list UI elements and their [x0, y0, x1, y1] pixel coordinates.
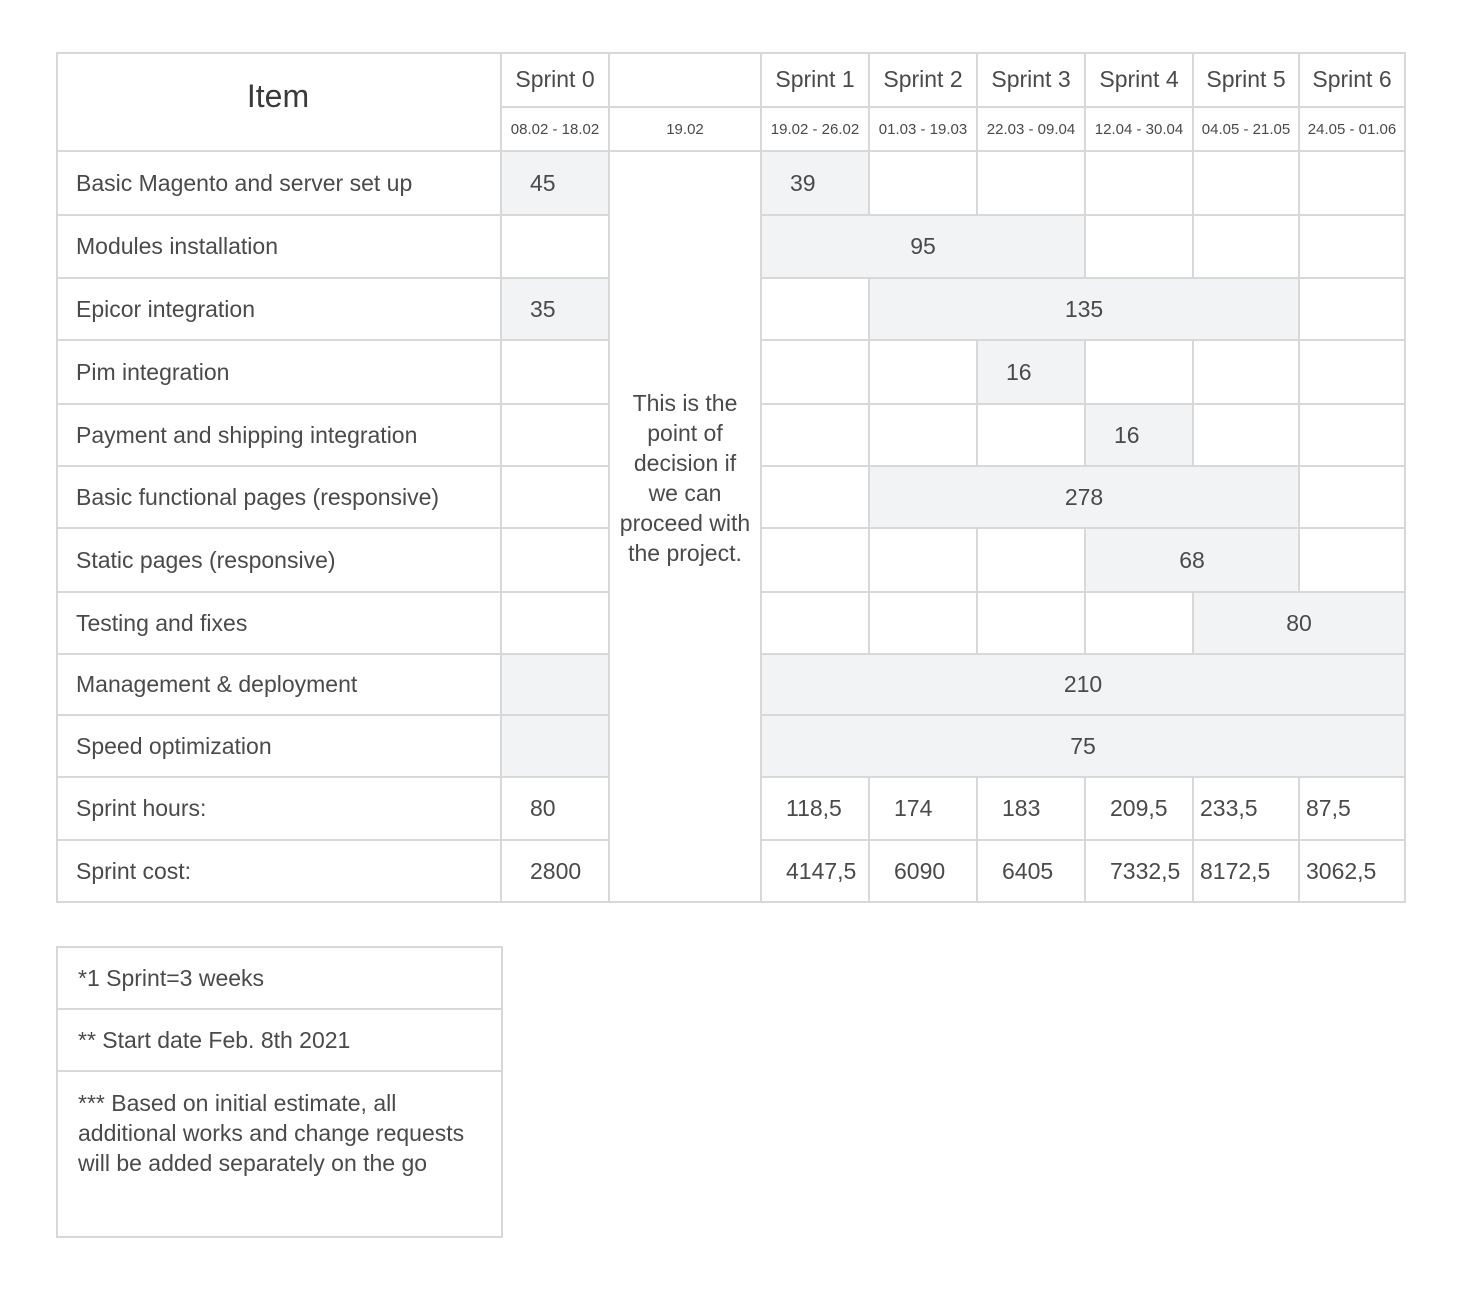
sprint-cell-empty — [1300, 529, 1406, 593]
sprint-cell-empty — [1194, 152, 1300, 216]
row-label: Management & deployment — [56, 655, 502, 716]
column-header-date: 24.05 - 01.06 — [1300, 108, 1406, 152]
sprint-cell-empty — [762, 467, 870, 529]
column-header-name: Sprint 4 — [1086, 52, 1194, 108]
row-label: Payment and shipping integration — [56, 405, 502, 467]
sprint0-cell — [502, 716, 610, 778]
total-value: 6090 — [870, 841, 978, 903]
total-value: 3062,5 — [1300, 841, 1406, 903]
sprint-cell-empty — [1086, 593, 1194, 655]
sprint0-cell: 45 — [502, 152, 610, 216]
total-value: 174 — [870, 778, 978, 841]
sprint0-cell — [502, 529, 610, 593]
sprint-cell-empty — [762, 593, 870, 655]
effort-bar: 16 — [978, 341, 1086, 405]
sprint-cell-empty — [1300, 279, 1406, 341]
decision-note: This is the point of decision if we can proceed with the project. — [610, 152, 762, 903]
note-sprint-length: *1 Sprint=3 weeks — [58, 948, 503, 1010]
sprint-cell-empty — [870, 152, 978, 216]
column-header-name: Sprint 2 — [870, 52, 978, 108]
sprint-cell-empty — [870, 341, 978, 405]
total-value: 4147,5 — [762, 841, 870, 903]
column-header-name: Sprint 1 — [762, 52, 870, 108]
column-header-name — [610, 52, 762, 108]
column-header-date: 04.05 - 21.05 — [1194, 108, 1300, 152]
row-label: Modules installation — [56, 216, 502, 279]
sprint-cell-empty — [762, 529, 870, 593]
row-label: Testing and fixes — [56, 593, 502, 655]
sprint-cell-empty — [762, 279, 870, 341]
notes-table — [56, 946, 503, 1238]
sprint-cell-empty — [978, 405, 1086, 467]
sprint0-cell — [502, 405, 610, 467]
sprint-cell-empty — [1300, 152, 1406, 216]
total-value: 8172,5 — [1194, 841, 1300, 903]
effort-bar: 75 — [762, 716, 1406, 778]
sprint-cell-empty — [762, 405, 870, 467]
column-header-date: 22.03 - 09.04 — [978, 108, 1086, 152]
sprint-cell-empty — [978, 152, 1086, 216]
total-value: 87,5 — [1300, 778, 1406, 841]
sprint-cell-empty — [1086, 341, 1194, 405]
effort-bar: 278 — [870, 467, 1300, 529]
row-label: Pim integration — [56, 341, 502, 405]
column-header-name: Sprint 0 — [502, 52, 610, 108]
sprint-cell-empty — [1300, 405, 1406, 467]
sprint-cell-empty — [1300, 341, 1406, 405]
sprint0-cell — [502, 341, 610, 405]
sprint-plan-table — [56, 52, 1406, 902]
total-label: Sprint hours: — [56, 778, 502, 841]
total-value: 233,5 — [1194, 778, 1300, 841]
effort-bar: 210 — [762, 655, 1406, 716]
sprint-cell-empty — [978, 593, 1086, 655]
effort-bar: 80 — [1194, 593, 1406, 655]
sprint-cell-empty — [1300, 216, 1406, 279]
column-header-name: Sprint 6 — [1300, 52, 1406, 108]
effort-bar: 16 — [1086, 405, 1194, 467]
column-header-date: 19.02 — [610, 108, 762, 152]
effort-bar: 68 — [1086, 529, 1300, 593]
column-header-name: Sprint 5 — [1194, 52, 1300, 108]
total-sprint0: 2800 — [502, 841, 610, 903]
sprint0-cell: 35 — [502, 279, 610, 341]
sprint-cell-empty — [870, 405, 978, 467]
note-start-date: ** Start date Feb. 8th 2021 — [58, 1010, 503, 1072]
sprint-cell-empty — [1194, 341, 1300, 405]
column-header-name: Sprint 3 — [978, 52, 1086, 108]
item-header: Item — [56, 52, 502, 152]
column-header-date: 01.03 - 19.03 — [870, 108, 978, 152]
effort-bar: 95 — [762, 216, 1086, 279]
sprint-cell-empty — [762, 341, 870, 405]
row-label: Basic Magento and server set up — [56, 152, 502, 216]
sprint-cell-empty — [1194, 405, 1300, 467]
note-estimate-basis: *** Based on initial estimate, all additional works and change requests will be added separately on the go — [58, 1072, 503, 1238]
sprint-cell-empty — [978, 529, 1086, 593]
total-sprint0: 80 — [502, 778, 610, 841]
sprint-cell-empty — [1086, 216, 1194, 279]
sprint-cell-empty — [1300, 467, 1406, 529]
effort-bar: 39 — [762, 152, 870, 216]
total-value: 183 — [978, 778, 1086, 841]
sprint0-cell — [502, 655, 610, 716]
row-label: Static pages (responsive) — [56, 529, 502, 593]
column-header-date: 08.02 - 18.02 — [502, 108, 610, 152]
sprint-cell-empty — [870, 593, 978, 655]
sprint-cell-empty — [1086, 152, 1194, 216]
total-value: 6405 — [978, 841, 1086, 903]
sprint0-cell — [502, 467, 610, 529]
sprint-cell-empty — [870, 529, 978, 593]
row-label: Epicor integration — [56, 279, 502, 341]
column-header-date: 12.04 - 30.04 — [1086, 108, 1194, 152]
total-value: 209,5 — [1086, 778, 1194, 841]
total-value: 7332,5 — [1086, 841, 1194, 903]
column-header-date: 19.02 - 26.02 — [762, 108, 870, 152]
sprint0-cell — [502, 216, 610, 279]
row-label: Basic functional pages (responsive) — [56, 467, 502, 529]
sprint0-cell — [502, 593, 610, 655]
row-label: Speed optimization — [56, 716, 502, 778]
total-label: Sprint cost: — [56, 841, 502, 903]
total-value: 118,5 — [762, 778, 870, 841]
sprint-cell-empty — [1194, 216, 1300, 279]
effort-bar: 135 — [870, 279, 1300, 341]
